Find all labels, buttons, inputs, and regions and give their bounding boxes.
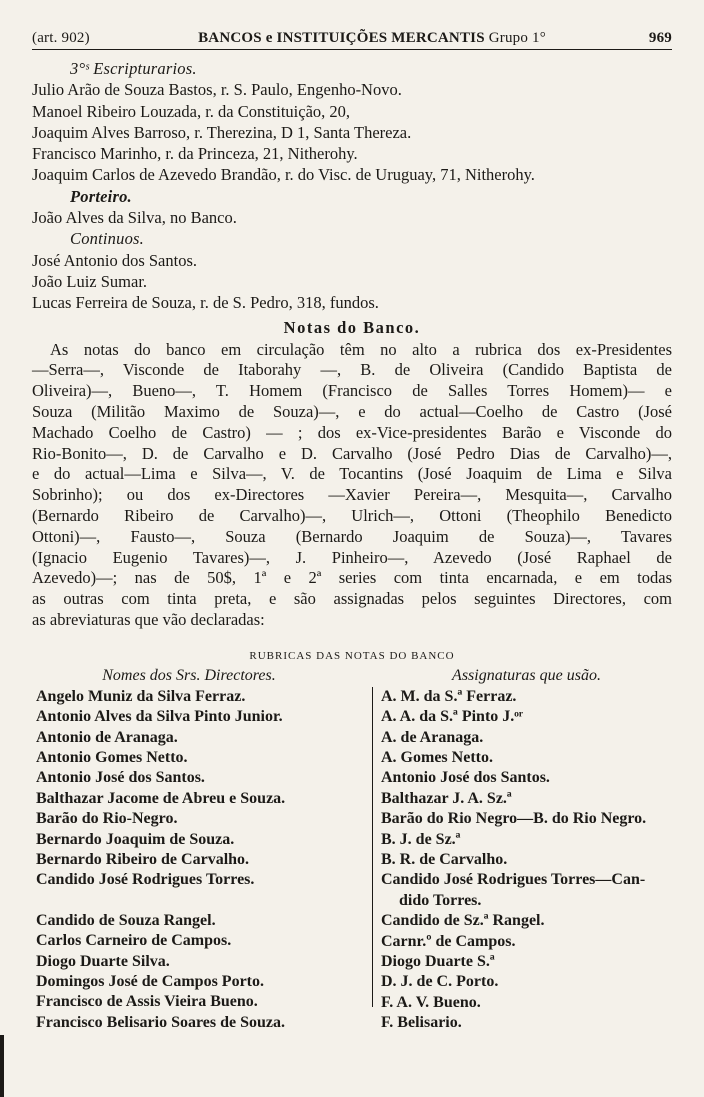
document-page [32, 30, 672, 1034]
director-name: Bernardo Joaquim de Souza. [36, 830, 235, 848]
paragraph-line: as outras com tinta preta, e são assignadas pelos seguintes Directores, com [32, 589, 672, 609]
director-name: Balthazar Jacome de Abreu e Souza. [36, 789, 286, 807]
subheading-continuos: Continuos. [70, 229, 144, 249]
signature-abbreviation: B. J. de Sz.ª [381, 830, 461, 848]
article-reference: (art. 902) [32, 30, 90, 46]
staff-line: João Luiz Sumar. [32, 271, 148, 291]
directors-column [32, 665, 372, 1034]
paragraph-line: Sobrinho); ou dos ex-Directores —Xavier Pereira—, Mesquita—, Carvalho [32, 485, 672, 505]
staff-line: Manoel Ribeiro Louzada, r. da Constituição, 20, [32, 101, 351, 121]
header-title [132, 30, 612, 47]
signature-abbreviation: D. J. de C. Porto. [381, 973, 499, 991]
paragraph-line: Azevedo)—; nas de 50$, 1ª e 2ª series com tinta encarnada, e em todas [32, 568, 672, 588]
signature-abbreviation: Carnr.º de Campos. [381, 932, 516, 950]
paragraph-line: As notas do banco em circulação têm no alto a rubrica dos ex-Presidentes [50, 339, 672, 359]
subheading-escripturarios: 3°ˢ Escripturarios. [70, 59, 197, 78]
paragraph-line: Oliveira)—, Bueno—, T. Homem (Francisco de Salles Torres Homem)— e [32, 381, 672, 401]
signature-abbreviation: dido Torres. [399, 891, 482, 909]
header-group: Grupo 1° [488, 30, 546, 46]
signature-abbreviation: Candido de Sz.ª Rangel. [381, 912, 545, 930]
column-divider [372, 687, 373, 1007]
director-name: Domingos José de Campos Porto. [36, 973, 264, 990]
header-title-text: BANCOS e INSTITUIÇÕES MERCANTIS [198, 30, 485, 46]
signatures-column [375, 665, 672, 1034]
paragraph-line: (Bernardo Ribeiro de Carvalho)—, Ulrich—, Ottoni (Theophilo Benedicto [32, 505, 672, 525]
staff-line: João Alves da Silva, no Banco. [32, 208, 237, 228]
signature-abbreviation: A. Gomes Netto. [381, 748, 493, 766]
staff-line: Joaquim Alves Barroso, r. Therezina, D 1, Santa Thereza. [32, 122, 412, 142]
signature-abbreviation: Candido José Rodrigues Torres—Can- [381, 871, 646, 889]
director-name: Francisco de Assis Vieira Bueno. [36, 993, 258, 1011]
staff-list [32, 58, 672, 314]
director-name: Antonio de Aranaga. [36, 728, 178, 746]
director-name: Antonio Gomes Netto. [36, 748, 188, 766]
directors-column-header: Nomes dos Srs. Directores. [102, 666, 276, 684]
signature-abbreviation: F. A. V. Bueno. [381, 993, 481, 1011]
paragraph-line: Ottoni)—, Fausto—, Souza (Bernardo Joaquim de Souza)—, Tavares [32, 526, 672, 546]
director-name: Diogo Duarte Silva. [36, 952, 170, 970]
signatures-list [381, 687, 672, 1034]
paragraph-line: Machado Coelho de Castro) — ; dos ex-Vice-presidentes Barão e Visconde do [32, 422, 672, 442]
section-title-notas: Notas do Banco. [283, 317, 421, 337]
subheading-porteiro: Porteiro. [70, 186, 132, 206]
rubricas-title: RUBRICAS DAS NOTAS DO BANCO [249, 649, 455, 662]
page-edge-mark [0, 1035, 4, 1097]
paragraph-line: (Ignacio Eugenio Tavares)—, J. Pinheiro—, Azevedo (José Raphael de [32, 547, 672, 567]
paragraph-line: Rio-Bonito—, D. de Carvalho e D. Carvalho (José Pedro Dias de Carvalho)—, [32, 443, 672, 463]
paragraph-line: —Serra—, Visconde de Itaborahy —, B. de Oliveira (Candido Baptista de [32, 360, 672, 380]
paragraph-line: as abreviaturas que vão declaradas: [32, 609, 265, 629]
staff-line: Lucas Ferreira de Souza, r. de S. Pedro, 318, fundos. [32, 293, 379, 313]
signature-abbreviation: A. M. da S.ª Ferraz. [381, 687, 517, 705]
signature-abbreviation: F. Belisario. [381, 1014, 462, 1032]
staff-line: Julio Arão de Souza Bastos, r. S. Paulo, Engenho-Novo. [32, 80, 402, 100]
signature-abbreviation: Balthazar J. A. Sz.ª [381, 789, 512, 807]
page-number: 969 [648, 30, 672, 46]
director-name: Candido de Souza Rangel. [36, 911, 216, 929]
director-name: Antonio José dos Santos. [36, 769, 205, 787]
signature-abbreviation: Barão do Rio Negro—B. do Rio Negro. [381, 810, 647, 828]
directors-list [36, 687, 372, 1034]
notas-paragraph [32, 340, 672, 631]
director-name: Antonio Alves da Silva Pinto Junior. [36, 708, 283, 726]
director-name: Bernardo Ribeiro de Carvalho. [36, 850, 250, 868]
running-header [32, 30, 672, 50]
table-spacer [36, 891, 372, 911]
director-name: Candido José Rodrigues Torres. [36, 871, 255, 889]
staff-line: José Antonio dos Santos. [32, 250, 198, 270]
staff-line: Francisco Marinho, r. da Princeza, 21, Nitherohy. [32, 144, 358, 164]
director-name: Carlos Carneiro de Campos. [36, 932, 232, 950]
director-name: Angelo Muniz da Silva Ferraz. [36, 687, 246, 705]
signature-abbreviation: A. de Aranaga. [381, 728, 484, 746]
signatures-column-header: Assignaturas que usão. [452, 666, 601, 684]
paragraph-line: e do actual—Lima e Silva—, V. de Tocantins (José Joaquim de Lima e Silva [32, 464, 672, 484]
signature-abbreviation: Diogo Duarte S.ª [381, 953, 495, 970]
signature-abbreviation: A. A. da S.ª Pinto J.ᵒʳ [381, 708, 523, 726]
rubricas-table [32, 665, 672, 1034]
signature-abbreviation: Antonio José dos Santos. [381, 769, 550, 787]
staff-line: Joaquim Carlos de Azevedo Brandão, r. do Visc. de Uruguay, 71, Nitherohy. [32, 165, 535, 185]
signature-abbreviation: B. R. de Carvalho. [381, 850, 508, 868]
director-name: Barão do Rio-Negro. [36, 810, 178, 828]
paragraph-line: Souza (Militão Maximo de Souza)—, e do actual—Coelho de Castro (José [32, 401, 672, 421]
director-name: Francisco Belisario Soares de Souza. [36, 1013, 286, 1031]
